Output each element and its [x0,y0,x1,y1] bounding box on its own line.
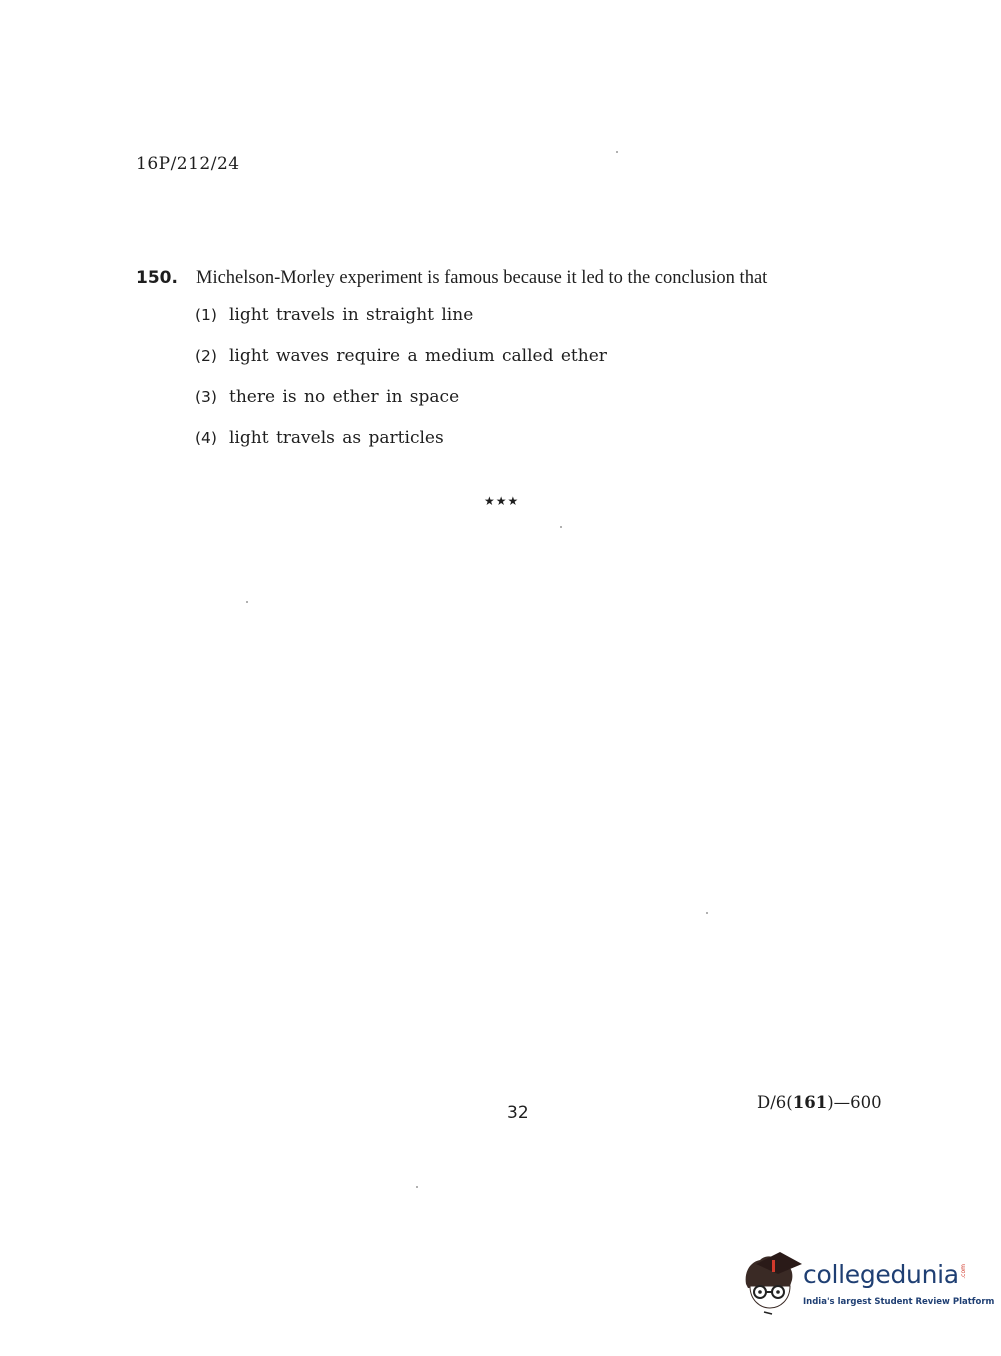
collegedunia-logo [742,1250,995,1320]
option-3 [195,387,896,428]
option-number: (4) [195,429,217,447]
option-1 [195,305,896,346]
print-code-prefix: D/6( [757,1093,793,1112]
option-number: (1) [195,306,217,324]
option-4 [195,428,896,469]
print-code [757,1093,882,1112]
option-text: light travels as particles [229,428,444,448]
scan-speck [706,912,708,914]
option-text: light waves require a medium called ether [229,346,607,366]
option-text: there is no ether in space [229,387,460,407]
brand-name: collegedunia [803,1260,959,1289]
scan-speck [560,526,562,528]
print-code-suffix: )—600 [827,1093,882,1112]
brand-tagline: India's largest Student Review Platform [803,1297,995,1307]
scan-speck [416,1186,418,1188]
end-marker: ★★★ [484,494,520,508]
question-number: 150. [136,268,178,288]
brand-domain-suffix: .com [960,1264,967,1279]
page-number: 32 [507,1103,529,1123]
print-code-bold: 161 [792,1093,828,1112]
question-text: Michelson-Morley experiment is famous because it led to the conclusion that [196,268,768,288]
scan-speck [246,601,248,603]
option-2 [195,346,896,387]
question-stem [136,268,896,289]
options-list [195,305,896,469]
paper-code: 16P/212/24 [136,154,240,174]
option-number: (3) [195,388,217,406]
option-text: light travels in straight line [229,305,474,325]
question-block [136,268,896,469]
mascot-icon [742,1250,802,1320]
option-number: (2) [195,347,217,365]
scan-speck [616,151,618,153]
